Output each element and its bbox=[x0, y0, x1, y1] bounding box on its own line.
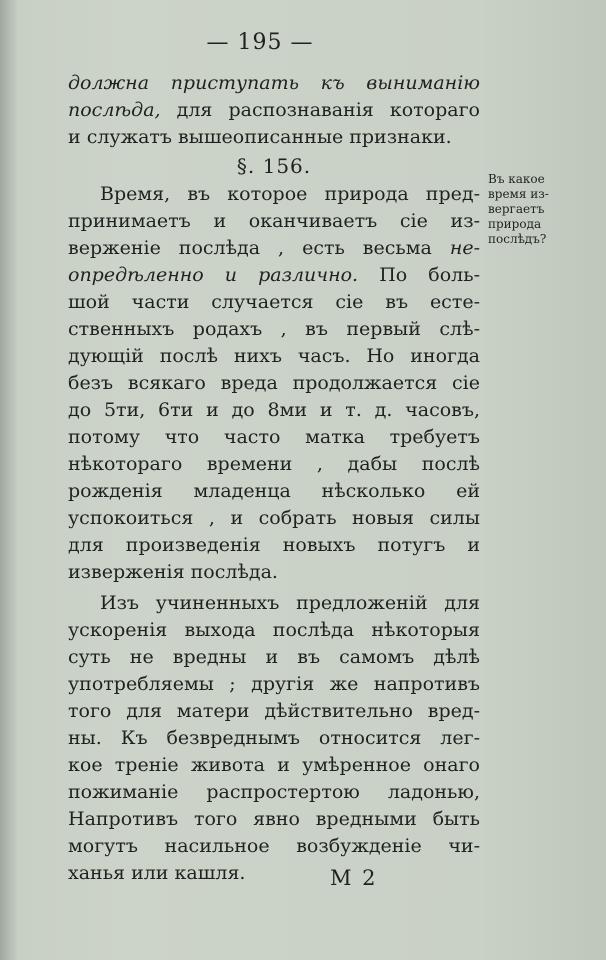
paragraph-1-line-9: до 5ти, 6ти и до 8ми и т. д. часовъ, bbox=[68, 399, 480, 421]
paragraph-2-line-1: Изъ учиненныхъ предложеній для bbox=[100, 592, 480, 614]
paragraph-1-line-1: Время, въ которое природа пред- bbox=[100, 183, 480, 205]
paragraph-1-line-3 bbox=[68, 235, 480, 262]
paragraph-1-line-2: принимаетъ и оканчиваетъ сіе из- bbox=[68, 210, 480, 232]
paragraph-1-line-13: успокоиться , и собрать новыя силы bbox=[68, 507, 480, 529]
p1-line3-italic: не- bbox=[449, 237, 480, 259]
paragraph-2-line-10: могутъ насильное возбужденіе чи- bbox=[68, 835, 480, 857]
p1-line4-rest: По боль- bbox=[358, 264, 480, 286]
paragraph-2-line-7: кое треніе живота и умѣренное онаго bbox=[68, 754, 480, 776]
p1-line3-start: верженіе послѣда , есть весьма bbox=[68, 237, 432, 259]
paragraph-1-line-10: потому что часто матка требуетъ bbox=[68, 426, 480, 448]
paragraph-2-line-2: ускоренія выхода послѣда нѣкоторыя bbox=[68, 619, 480, 641]
margin-note-line-1: Въ какое bbox=[488, 172, 545, 186]
paragraph-2-line-3: суть не вредны и въ самомъ дѣлѣ bbox=[68, 646, 480, 668]
intro-line-3: и служатъ вышеописанные признаки. bbox=[68, 126, 452, 148]
p1-line4-italic: опредѣленно и различно. bbox=[68, 264, 359, 286]
paragraph-1-line-12: рожденія младенца нѣсколько ей bbox=[68, 480, 480, 502]
margin-note-line-2: время из- bbox=[488, 187, 549, 201]
intro-italic-word: послѣда, bbox=[68, 99, 161, 121]
intro-line-1-text: должна приступать къ выниманію bbox=[68, 72, 480, 94]
paragraph-1-line-7: дующій послѣ нихъ часъ. Но иногда bbox=[68, 345, 480, 367]
paragraph-1-line-5: шой части случается сіе въ есте- bbox=[68, 291, 480, 313]
paragraph-2-line-5: того для матери дѣйствительно вред- bbox=[68, 700, 480, 722]
main-text bbox=[68, 70, 480, 887]
paragraph-2-line-11: ханья или кашля. bbox=[68, 862, 246, 884]
margin-note bbox=[488, 172, 598, 247]
paragraph-1-line-14: для произведенія новыхъ потугъ и bbox=[68, 534, 480, 556]
intro-line-1 bbox=[68, 70, 480, 97]
intro-line-2 bbox=[68, 97, 480, 124]
paragraph-1-line-6: ственныхъ родахъ , въ первый слѣ- bbox=[68, 318, 480, 340]
paragraph-2-line-8: пожиманіе распростертою ладонью, bbox=[68, 781, 480, 803]
page-number: — 195 — bbox=[206, 30, 314, 55]
page-gutter-shadow bbox=[0, 0, 18, 960]
margin-note-line-5: послѣдъ? bbox=[488, 232, 547, 246]
paragraph-1-line-15: изверженія послѣда. bbox=[68, 561, 278, 583]
paragraph-1-line-11: нѣкотораго времени , дабы послѣ bbox=[68, 453, 480, 475]
paragraph-1-line-8: безъ всякаго вреда продолжается сіе bbox=[68, 372, 480, 394]
margin-note-line-3: вергаетъ bbox=[488, 202, 545, 216]
paragraph-2-line-6: ны. Къ безвреднымъ относится лег- bbox=[68, 727, 480, 749]
signature-mark: M 2 bbox=[330, 866, 378, 890]
intro-line-2-rest: для распознаванія котораго bbox=[160, 99, 480, 121]
section-heading: §. 156. bbox=[236, 154, 312, 178]
paragraph-2-line-4: употребляемы ; другія же напротивъ bbox=[68, 673, 480, 695]
margin-note-line-4: природа bbox=[488, 217, 542, 231]
paragraph-2-line-9: Напротивъ того явно вредными быть bbox=[68, 808, 480, 830]
paragraph-1-line-4 bbox=[68, 262, 480, 289]
